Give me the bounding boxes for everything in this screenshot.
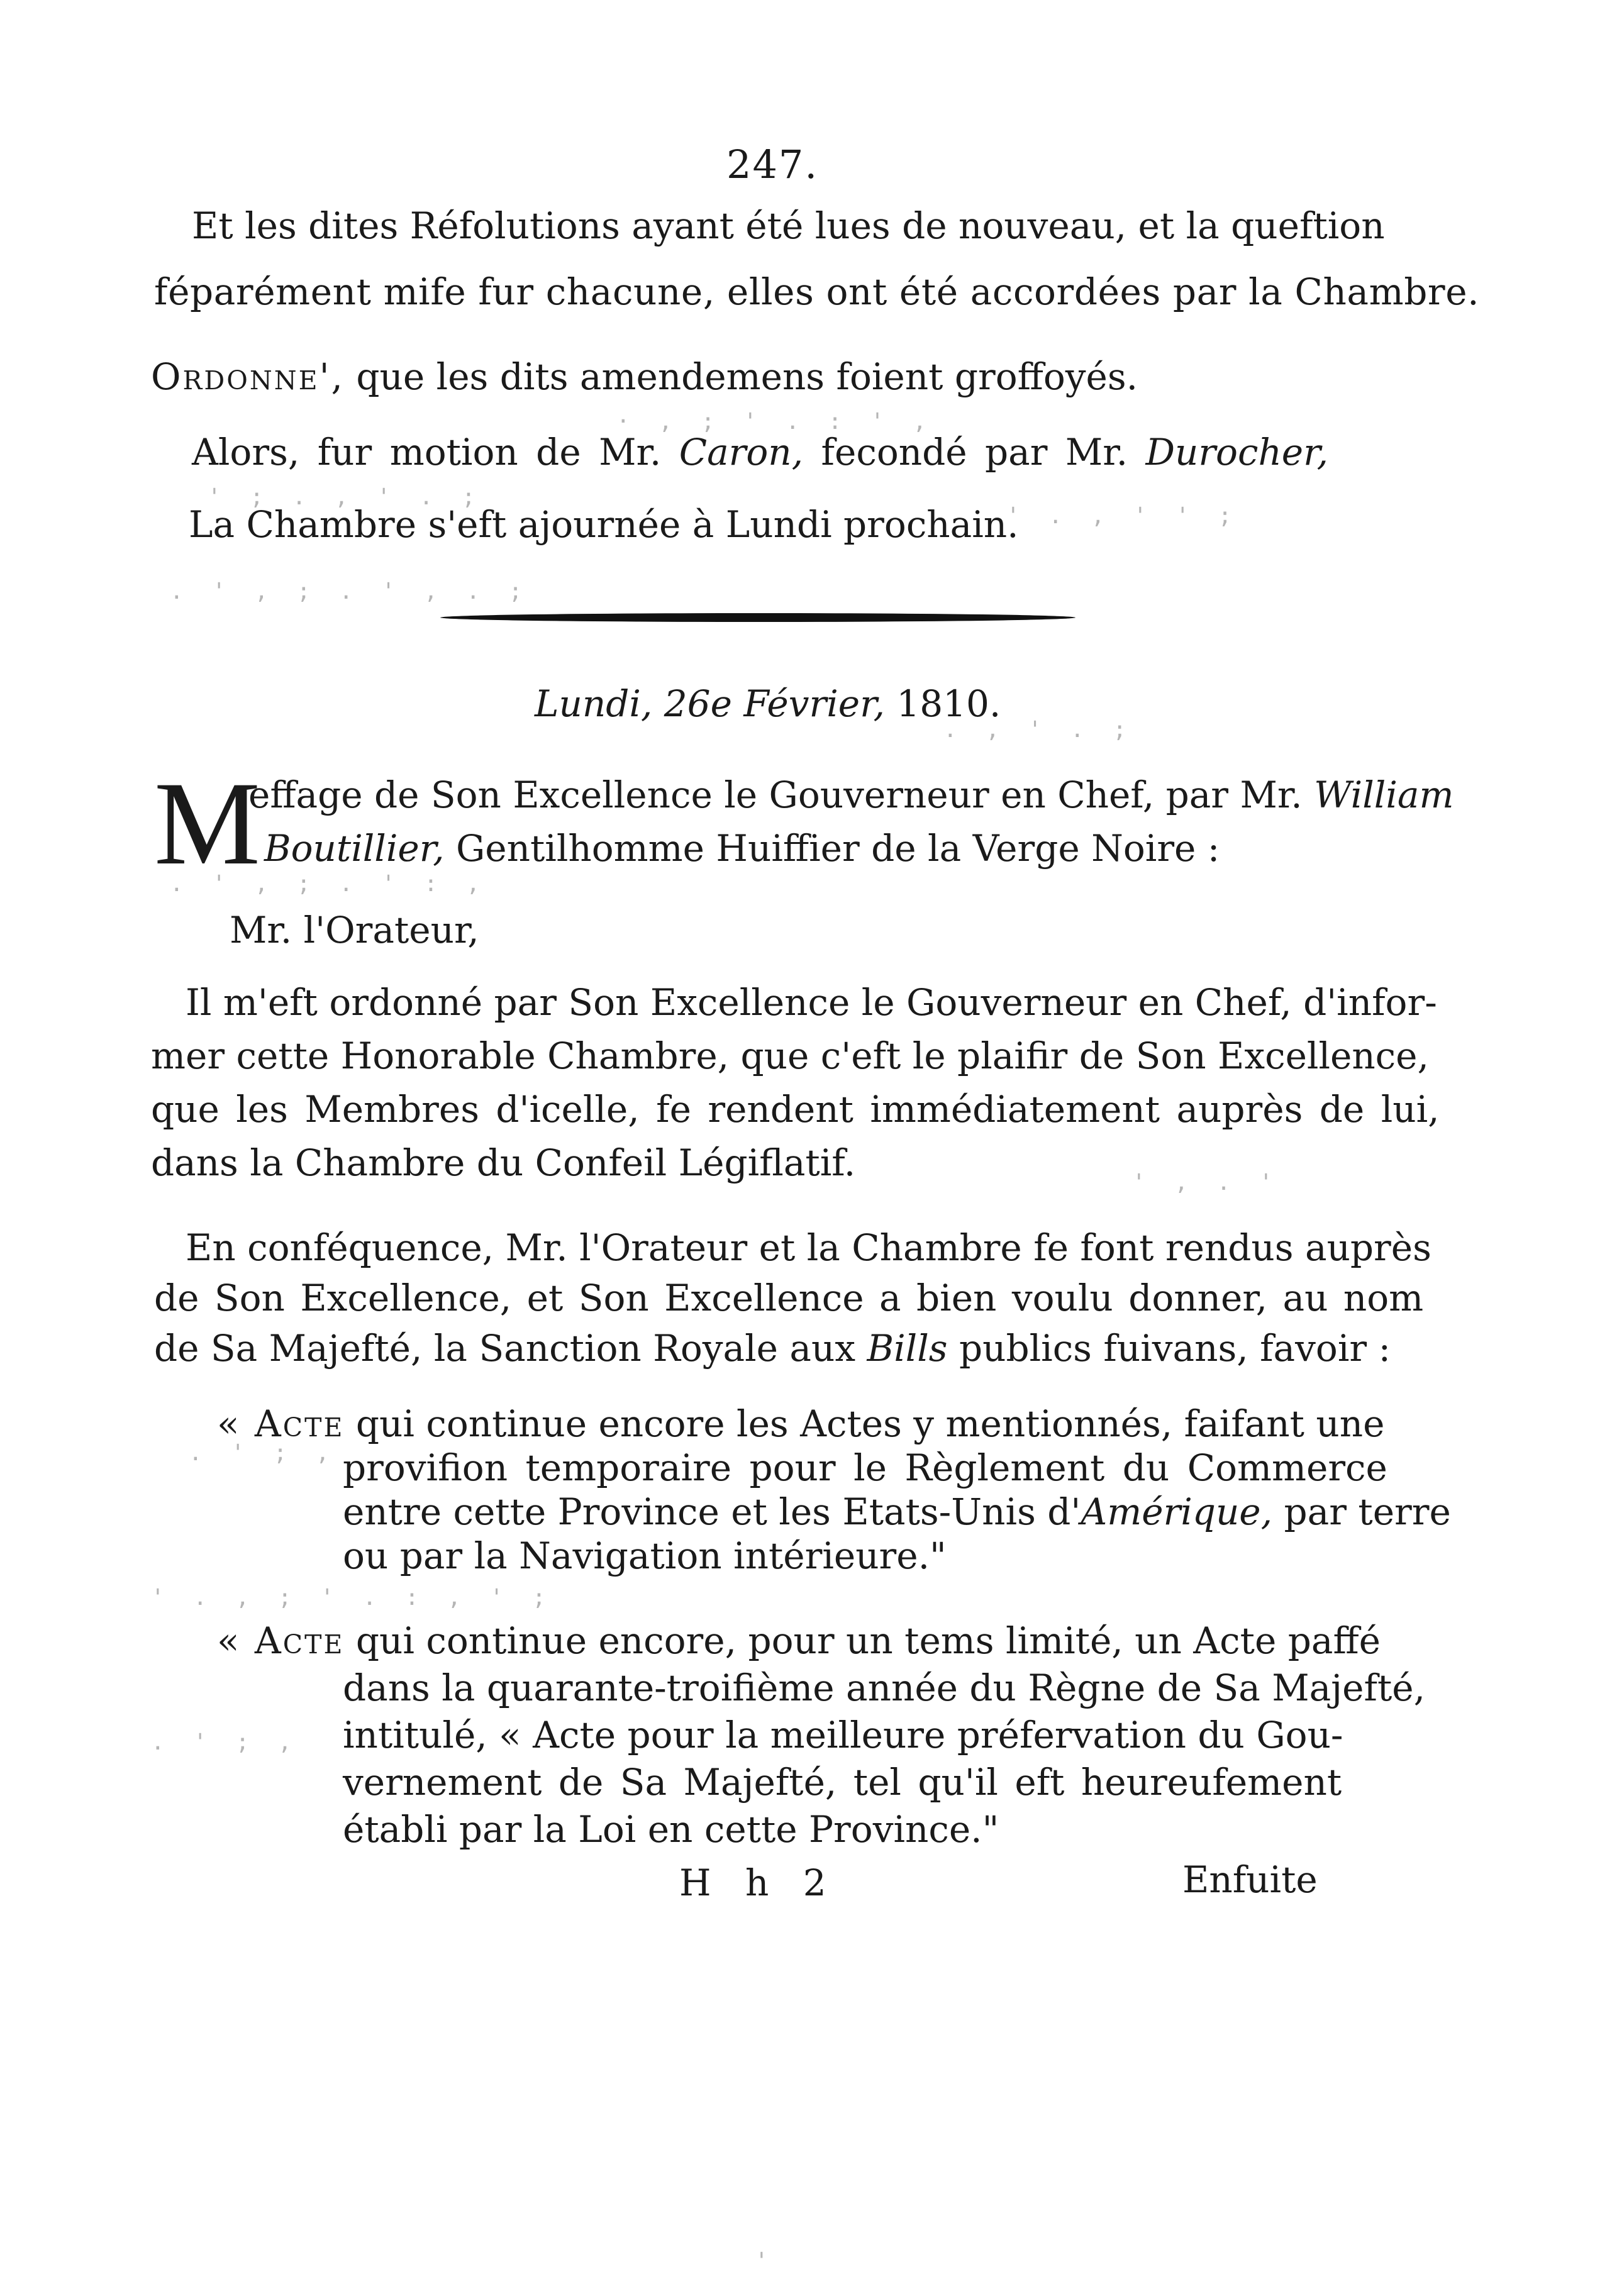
motion-line [192,431,1328,474]
letter-line: dans la Chambre du Confeil Légiflatif. [151,1141,856,1184]
letter-line: mer cette Honorable Chambre, que c'eft le plaifir de Son Excellence, [151,1034,1429,1077]
motion-text: Alors, fur motion de Mr. [192,431,662,474]
signature-mark: H h 2 [679,1861,838,1904]
letter-line: que les Membres d'icelle, fe rendent immédiatement auprès de lui, [151,1088,1440,1131]
paragraph-line: Et les dites Réfolutions ayant été lues de nouveau, et la queftion [192,204,1385,247]
act-label: « Acte [217,1619,345,1662]
ordonne-word: Ordonne', [151,355,345,398]
catchword: Enfuite [1182,1858,1318,1901]
mover-name: Caron, [679,431,804,474]
message-line [264,827,1220,870]
messenger-last-name: Boutillier, [264,827,445,870]
seconder-name: Durocher, [1145,431,1328,474]
act-text: entre cette Province et les Etats-Unis d' [343,1490,1081,1533]
act-line [217,1402,1385,1445]
bills-word: Bills [867,1327,948,1370]
bleed-through-marks: ' . , ' ' ; [1006,503,1240,529]
bleed-through-marks: . ' ; , [151,1729,299,1755]
paragraph-line: En conféquence, Mr. l'Orateur et la Chambre fe font rendus auprès [186,1226,1431,1269]
act-text: qui continue encore les Actes y mentionnés, faifant une [355,1402,1385,1445]
date-heading [535,682,1001,725]
act-text: par terre [1284,1490,1451,1533]
bleed-through-marks: ' [755,2248,776,2274]
act-line: établi par la Loi en cette Province." [343,1808,999,1851]
order-line [151,355,1138,398]
salutation: Mr. l'Orateur, [230,909,479,951]
messenger-first-name: William [1314,774,1454,816]
bleed-through-marks: . , ' . ; [943,717,1135,743]
act-label: « Acte [217,1402,345,1445]
message-text: Gentilhomme Huiffier de la Verge Noire : [455,827,1220,870]
motion-text: fecondé par Mr. [821,431,1128,474]
america-word: Amérique, [1081,1490,1273,1533]
act-line [343,1490,1451,1533]
bleed-through-marks: ' . , ; ' . : , ' ; [151,1585,553,1611]
act-line: dans la quarante-troifième année du Règne de Sa Majefté, [343,1667,1426,1709]
drop-cap: M [154,758,260,890]
letter-line: Il m'eft ordonné par Son Excellence le Gouverneur en Chef, d'infor- [186,981,1437,1024]
paragraph-text: publics fuivans, favoir : [959,1327,1391,1370]
paragraph-line [154,1327,1391,1370]
act-line [217,1619,1381,1662]
paragraph-line: de Son Excellence, et Son Excellence a bien voulu donner, au nom [154,1277,1424,1319]
paragraph-text: de Sa Majefté, la Sanction Royale aux [154,1327,856,1370]
bleed-through-marks: ' , . ' [1132,1170,1281,1195]
act-line: vernement de Sa Majefté, tel qu'il eft heureufement [343,1761,1342,1804]
date-text: Lundi, 26e Février, [535,682,885,725]
bleed-through-marks: . ' ; , [189,1440,337,1466]
page-number: 247. [726,141,819,187]
message-line [248,774,1454,816]
message-text: effage de Son Excellence le Gouverneur en Chef, par Mr. [248,774,1303,816]
bleed-through-marks: · , ; ' . : ' , [616,409,935,435]
date-year: 1810. [896,682,1001,725]
paragraph-line: féparément mife fur chacune, elles ont été accordées par la Chambre. [154,270,1480,313]
section-divider [440,613,1076,622]
act-line: ou par la Navigation intérieure." [343,1534,947,1577]
ordonne-text: que les dits amendemens foient groffoyés. [356,355,1138,398]
bleed-through-marks: . ' , ; . ' , . ; [170,579,530,604]
act-line: intitulé, « Acte pour la meilleure préfervation du Gou- [343,1714,1343,1756]
adjournment-line: La Chambre s'eft ajournée à Lundi prochain. [189,503,1019,546]
bleed-through-marks: . ' , ; . ' : , [170,871,488,897]
act-text: qui continue encore, pour un tems limité, un Acte paffé [355,1619,1381,1662]
bleed-through-marks: ' ; . , ' . ; [208,484,483,510]
act-line: provifion temporaire pour le Règlement du Commerce [343,1446,1387,1489]
